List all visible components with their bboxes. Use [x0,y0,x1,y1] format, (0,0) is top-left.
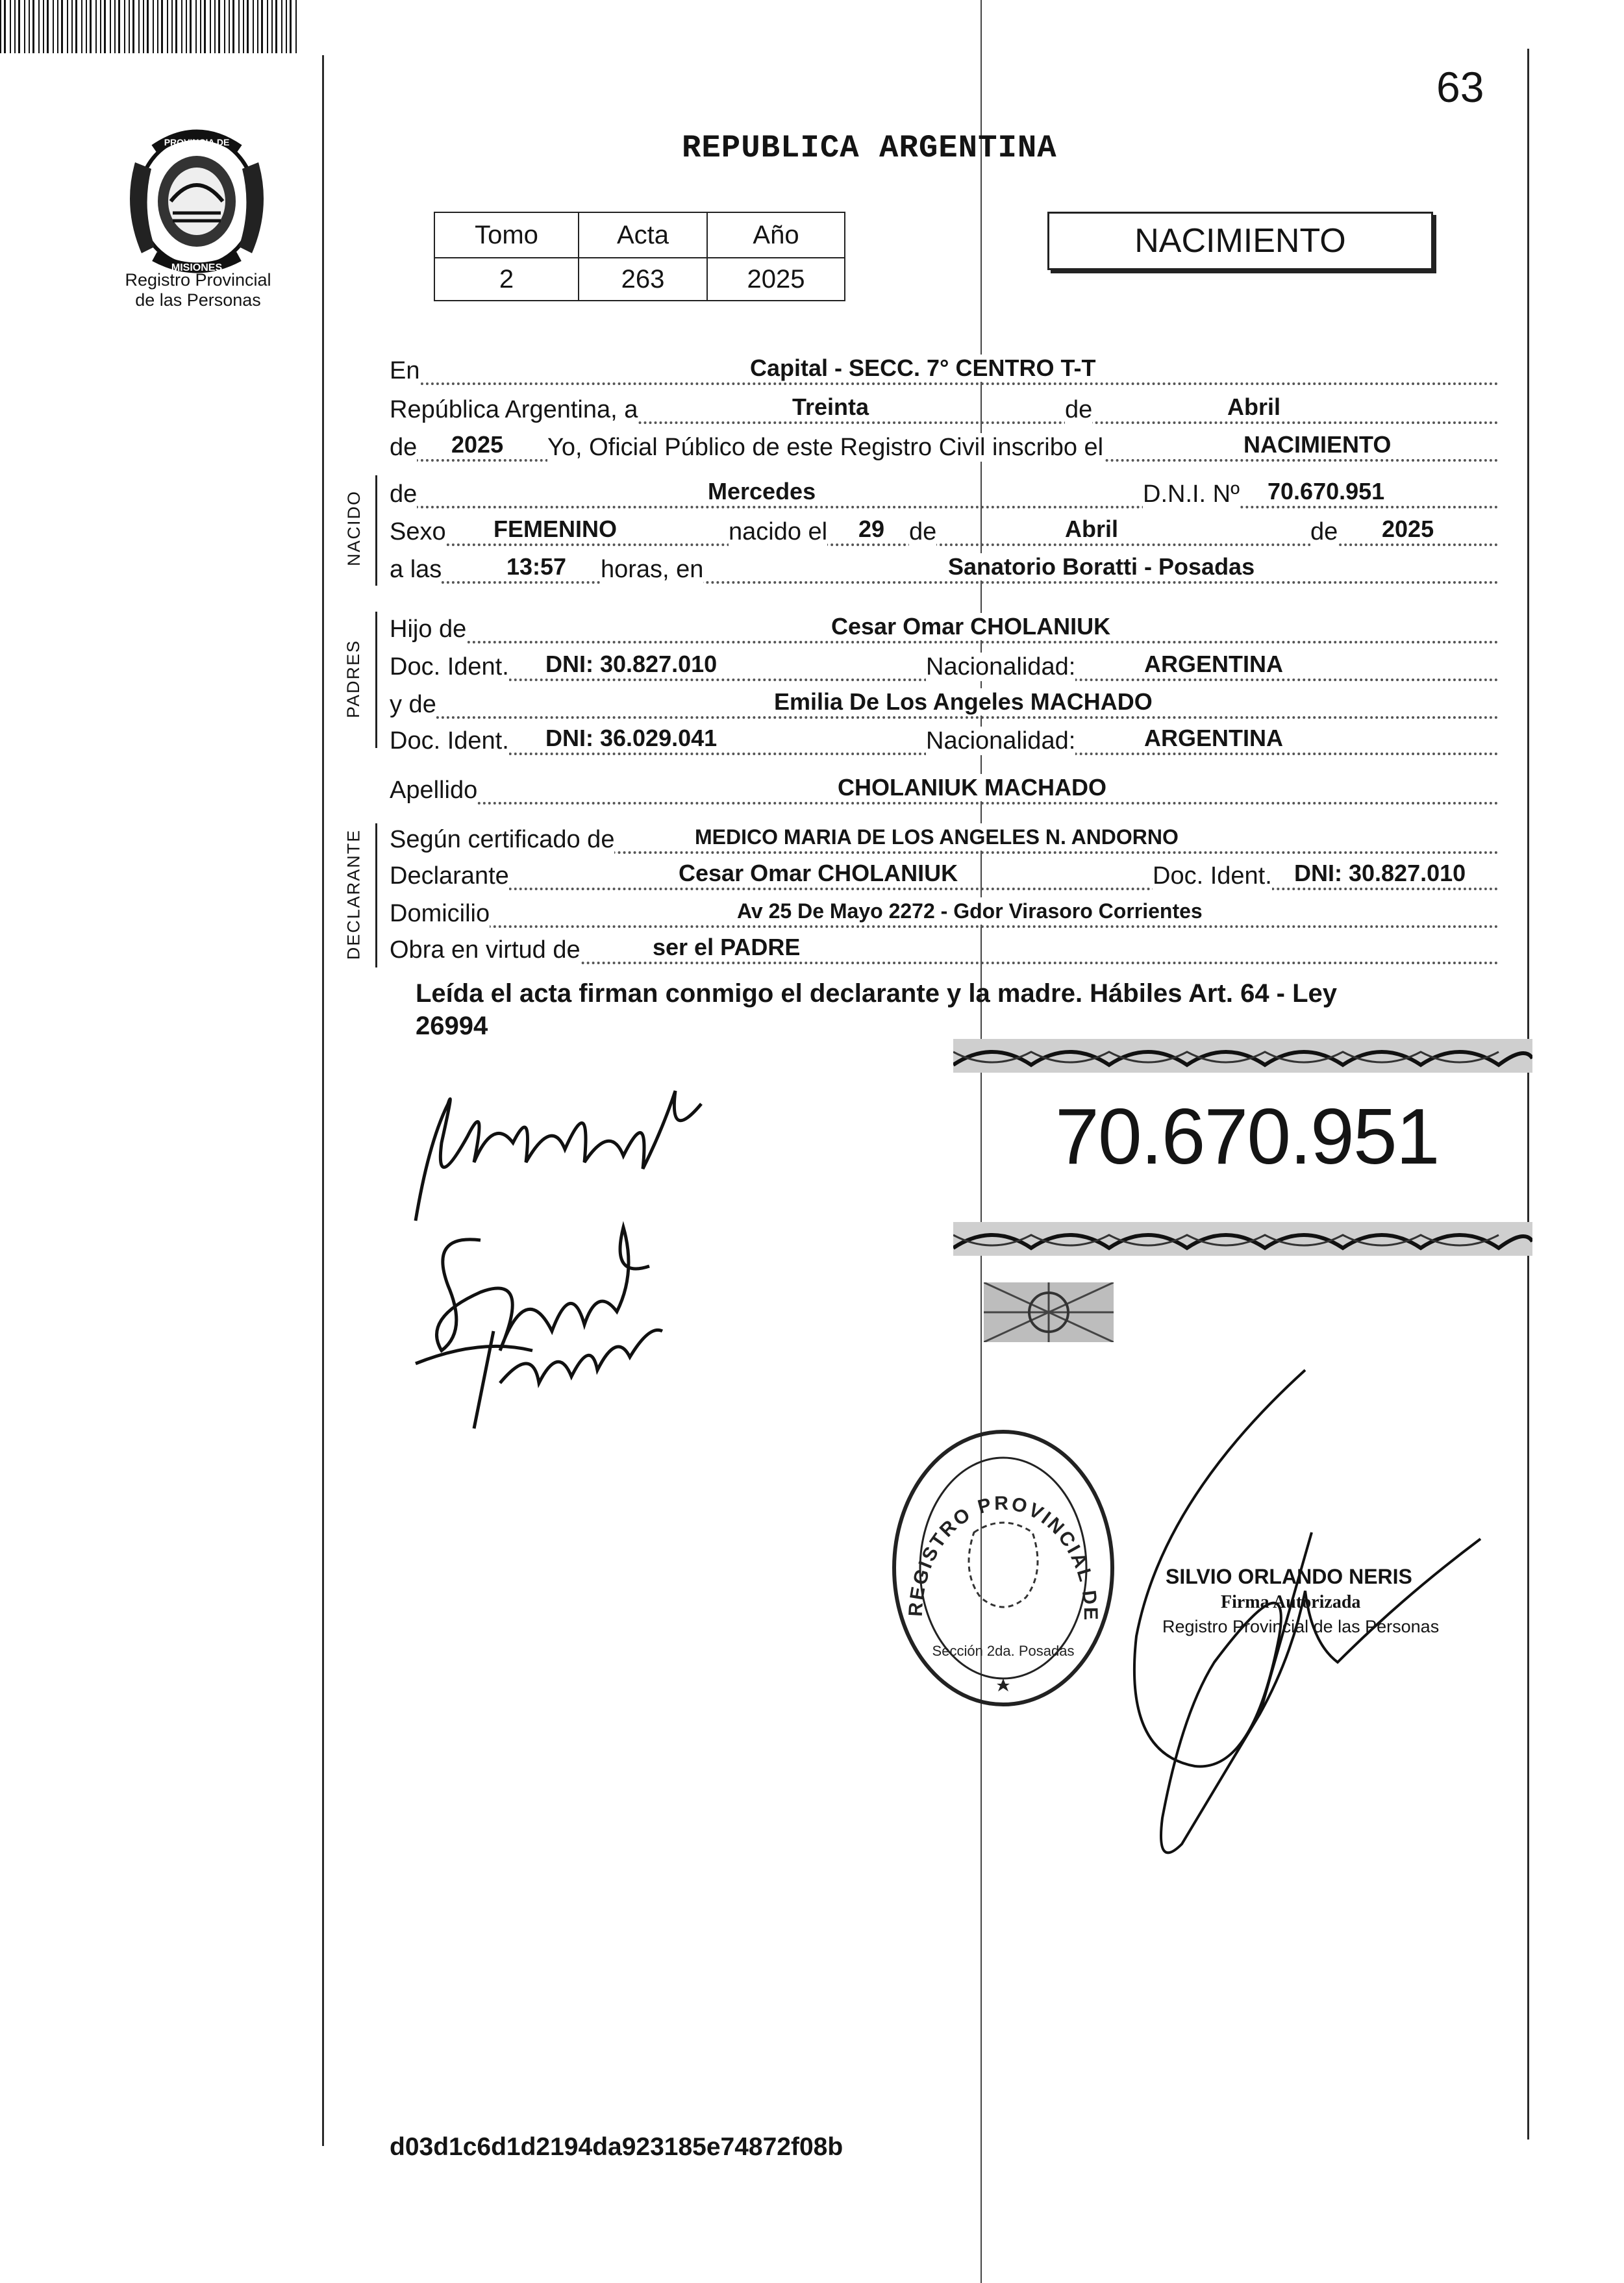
domicilio-label: Domicilio [390,900,490,927]
en-label: En [390,357,420,384]
seal-inner-text: Sección 2da. Posadas [932,1643,1075,1659]
declarante-label: Declarante [390,862,509,890]
logo-text-bottom: MISIONES [171,262,223,273]
hijo-de-label: Hijo de [390,616,467,643]
sexo-label: Sexo [390,518,446,545]
declarante-value: Cesar Omar CHOLANIUK [679,860,958,886]
table-cell: 2025 [707,258,845,301]
a-las-label: a las [390,556,442,583]
row-year [390,427,1499,468]
page-number: 63 [1436,63,1484,111]
dni-label: D.N.I. Nº [1143,480,1240,508]
row-y-de [390,684,1499,725]
nacido-dni-value: 70.670.951 [1268,478,1385,505]
section-bar-nacido [375,475,377,586]
registry-table [434,212,845,301]
table-cell: 263 [579,258,707,301]
declarante-doc-value: DNI: 30.827.010 [1294,860,1466,886]
republica-label: República Argentina, a [390,396,638,423]
reading-note-line2: 26994 [416,1012,488,1040]
fold-line [981,0,982,2283]
year-value: 2025 [451,431,504,458]
logo-caption-line2: de las Personas [135,290,261,310]
row-father-doc [390,647,1499,687]
doc-label: Doc. Ident. [390,653,509,680]
birth-month-value: Abril [1065,516,1119,542]
month-value: Abril [1227,393,1281,420]
mother-nationality-value: ARGENTINA [1144,725,1283,751]
table-header: Tomo [434,212,579,258]
seal-text: REGISTRO PROVINCIAL DE LAS PERSONAS [874,1405,1102,1623]
sexo-value: FEMENINO [493,516,618,542]
nacido-name-value: Mercedes [708,478,816,505]
time-value: 13:57 [506,553,567,580]
row-hijo-de [390,609,1499,649]
sticker-dni-number: 70.670.951 [1055,1092,1439,1180]
certificado-label: Según certificado de [390,826,615,853]
horas-label: horas, en [601,556,704,583]
birth-year-value: 2025 [1382,516,1434,542]
reading-note-line1: Leída el acta firman conmigo el declarante y la madre. Hábiles Art. 64 - Ley [416,979,1338,1008]
logo-text-top: PROVINCIA DE [164,137,230,147]
declarante-doc-label: Doc. Ident. [1153,862,1272,890]
logo-caption-line1: Registro Provincial [125,270,271,290]
apellido-value: CHOLANIUK MACHADO [838,774,1106,801]
official-role: Firma Autorizada [1221,1592,1361,1612]
y-de-label: y de [390,691,436,718]
row-nacido-name [390,474,1499,514]
left-margin-line [322,55,324,2146]
section-padres: PADRES [344,639,364,718]
domicilio-value: Av 25 De Mayo 2272 - Gdor Virasoro Corrientes [737,897,1203,925]
birth-day-value: 29 [858,516,885,542]
row-republica [390,390,1499,430]
row-declarante [390,856,1499,896]
nacido-de-label: de [390,480,418,508]
right-margin-line [1527,49,1529,2140]
de-label: de [1065,396,1093,423]
country-title: REPUBLICA ARGENTINA [682,130,1057,166]
de-year-label: de [390,434,418,461]
apellido-label: Apellido [390,777,478,804]
nacionalidad-label: Nacionalidad: [926,653,1076,680]
section-bar-declarante [375,823,377,967]
table-cell: 2 [434,258,579,301]
row-hora [390,549,1499,590]
de-label2: de [909,518,937,545]
row-certificado [390,819,1499,860]
mother-doc-value: DNI: 36.029.041 [545,725,718,751]
hologram-patch-icon [984,1282,1114,1342]
section-declarante: DECLARANTE [344,829,364,960]
doc-label2: Doc. Ident. [390,727,509,755]
row-apellido [390,770,1499,810]
de-label3: de [1310,518,1338,545]
oficial-text: Yo, Oficial Público de este Registro Civil inscribo el [547,434,1104,461]
sticker-pattern-top [953,1039,1532,1073]
province-coat-of-arms-icon [116,123,278,279]
inscription-type-value: NACIMIENTO [1243,431,1392,458]
mother-value: Emilia De Los Angeles MACHADO [774,688,1153,715]
table-header: Acta [579,212,707,258]
nacionalidad-label2: Nacionalidad: [926,727,1076,755]
reading-note [416,977,1493,1042]
row-sexo [390,512,1499,552]
barcode-icon [0,0,302,53]
place-value: Capital - SECC. 7° CENTRO T-T [750,355,1096,381]
row-en [390,351,1499,391]
sticker-pattern-bottom [953,1222,1532,1256]
section-bar-padres [375,612,377,748]
father-value: Cesar Omar CHOLANIUK [831,613,1111,640]
father-doc-value: DNI: 30.827.010 [545,651,718,677]
certificado-value: MEDICO MARIA DE LOS ANGELES N. ANDORNO [695,823,1179,851]
obra-label: Obra en virtud de [390,936,581,964]
row-mother-doc [390,721,1499,761]
logo-caption [104,270,292,310]
nacido-el-label: nacido el [729,518,828,545]
signature-madre [403,1201,688,1435]
section-nacido: NACIDO [344,490,364,566]
row-obra [390,930,1499,970]
official-name: SILVIO ORLANDO NERIS [1166,1565,1412,1588]
birth-place-value: Sanatorio Boratti - Posadas [948,553,1255,580]
day-value: Treinta [792,393,869,420]
obra-value: ser el PADRE [653,934,801,960]
father-nationality-value: ARGENTINA [1144,651,1283,677]
row-domicilio [390,893,1499,934]
table-header: Año [707,212,845,258]
record-type-box: NACIMIENTO [1047,212,1433,270]
document-hash: d03d1c6d1d2194da923185e74872f08b [390,2133,843,2161]
official-org: Registro Provincial de las Personas [1162,1617,1440,1636]
